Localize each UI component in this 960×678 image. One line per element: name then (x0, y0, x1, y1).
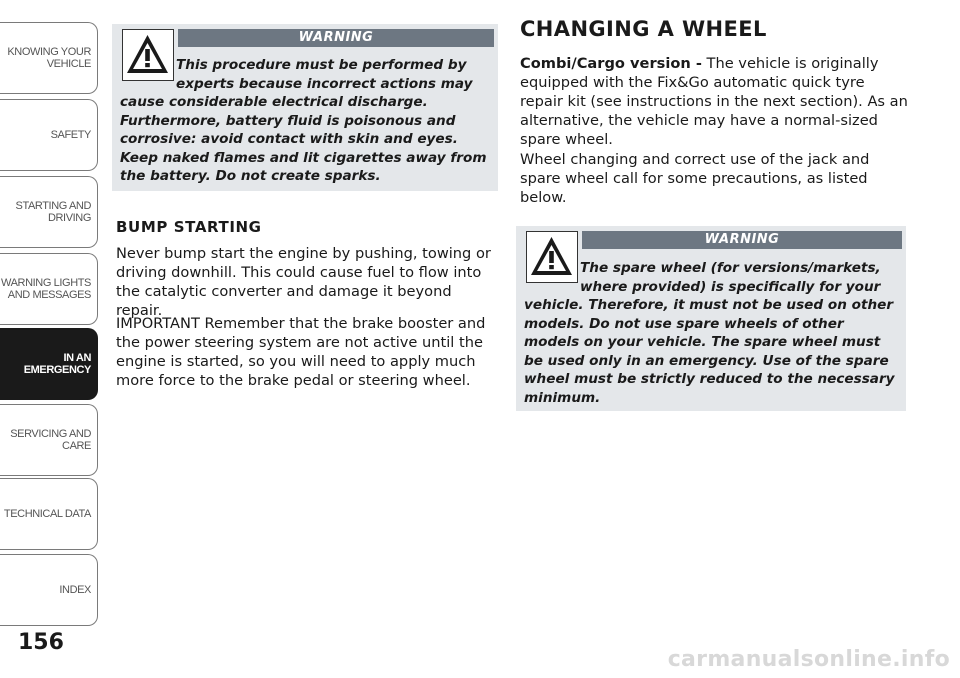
tab-warning-lights[interactable]: WARNING LIGHTS AND MESSAGES (0, 253, 98, 325)
tab-in-an-emergency[interactable]: IN AN EMERGENCY (0, 328, 98, 400)
warning-box-spare-wheel (516, 226, 906, 411)
wheel-changing-paragraph: Wheel changing and correct use of the jack and spare wheel call for some precautions, as listed below. (520, 151, 870, 206)
page-number: 156 (18, 630, 64, 655)
combi-cargo-text: The vehicle is originally equipped with the Fix&Go automatic quick tyre repair kit (see instructions in the next section). As an alternative, the vehicle may have a normal-sized spare wheel. (520, 55, 908, 148)
combi-cargo-paragraph (520, 54, 912, 149)
tab-safety[interactable]: SAFETY (0, 99, 98, 171)
tab-index[interactable]: INDEX (0, 554, 98, 626)
warning-header: WARNING (178, 29, 494, 47)
bump-starting-paragraph: Never bump start the engine by pushing, towing or driving downhill. This could cause fuel to flow into the catalytic converter and damage it beyond repair. (116, 245, 491, 319)
warning-body-text: cause considerable electrical discharge. Furthermore, battery fluid is poisonous and corrosive: avoid contact with skin and eyes. Keep naked flames and lit cigarettes away from the battery. Do not create sparks. (120, 94, 487, 184)
warning-body-text: vehicle. Therefore, it must not be used on other models. Do not use spare wheels of other models on your vehicle. The spare wheel must be used only in an emergency. Use of the spare wheel must be strictly reduced to the necessary minimum. (524, 297, 895, 406)
tab-knowing-your-vehicle[interactable]: KNOWING YOUR VEHICLE (0, 22, 98, 94)
tab-starting-and-driving[interactable]: STARTING AND DRIVING (0, 176, 98, 248)
tab-servicing-and-care[interactable]: SERVICING AND CARE (0, 404, 98, 476)
warning-lead-text: This procedure must be performed by experts because incorrect actions may (176, 57, 473, 92)
warning-header: WARNING (582, 231, 902, 249)
warning-box-battery (112, 24, 498, 191)
watermark: carmanualsonline.info (667, 647, 950, 672)
warning-lead-text: The spare wheel (for versions/markets, where provided) is specifically for your (580, 260, 881, 295)
combi-cargo-label: Combi/Cargo version - (520, 55, 702, 72)
tab-technical-data[interactable]: TECHNICAL DATA (0, 478, 98, 550)
page-title-changing-a-wheel: CHANGING A WHEEL (520, 17, 767, 41)
section-title-bump-starting: BUMP STARTING (116, 218, 262, 236)
important-paragraph: IMPORTANT Remember that the brake booster and the power steering system are not active until the engine is started, so you will need to apply much more force to the brake pedal or steering wheel. (116, 315, 486, 389)
